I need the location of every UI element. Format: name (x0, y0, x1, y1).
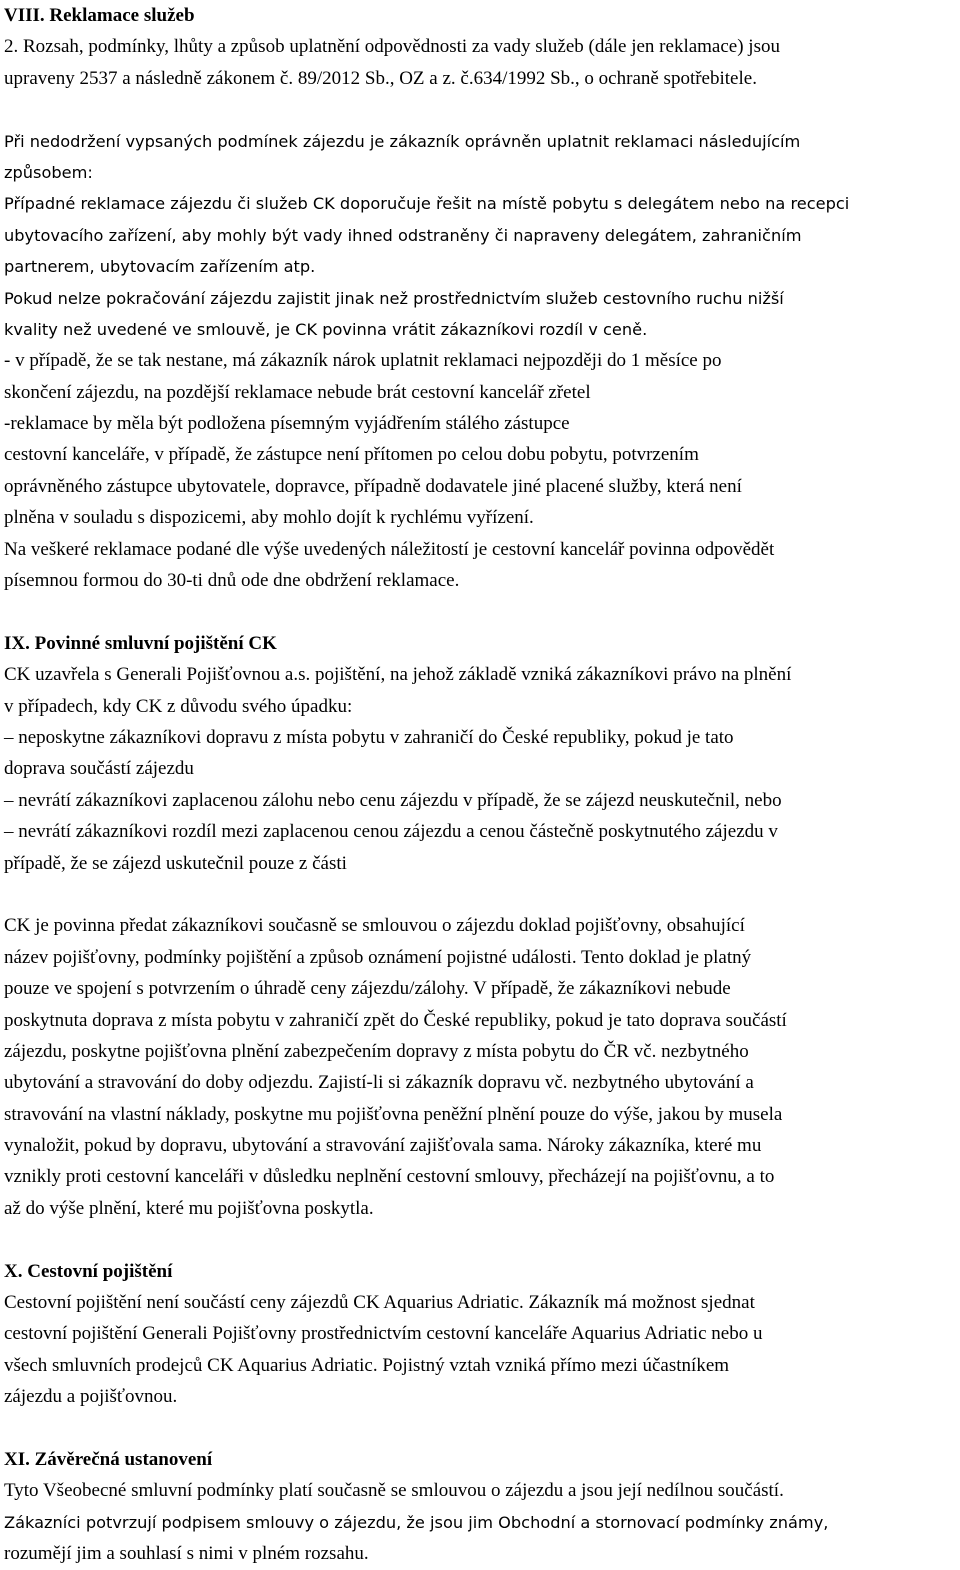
spacer (4, 1224, 956, 1255)
section-cestovni-pojisteni (4, 1256, 956, 1413)
section-povinne-pojisteni (4, 628, 956, 879)
paragraph-line: stravování na vlastní náklady, poskytne mu pojišťovna peněžní plnění pouze do výše, jakou by musela (4, 1103, 783, 1125)
list-item: – nevrátí zákazníkovi rozdíl mezi zaplacenou cenou zájezdu a cenou částečně poskytnutého zájezdu v (4, 821, 778, 843)
paragraph-line: oprávněného zástupce ubytovatele, dopravce, případně dodavatele jiné placené služby, která není (4, 475, 742, 497)
paragraph-line: pouze ve spojení s potvrzením o úhradě ceny zájezdu/zálohy. V případě, že zákazníkovi nebude (4, 978, 731, 1000)
paragraph-line: -reklamace by měla být podložena písemným vyjádřením stálého zástupce (4, 413, 570, 435)
document-page (4, 0, 956, 1570)
section-reklamace-detail (4, 126, 956, 597)
paragraph-line: doprava součástí zájezdu (4, 758, 194, 780)
paragraph-line: Pokud nelze pokračování zájezdu zajistit jinak než prostřednictvím služeb cestovního ruchu nižší (4, 288, 784, 308)
paragraph-line: rozumějí jim a souhlasí s nimi v plném rozsahu. (4, 1543, 369, 1565)
section-heading: IX. Povinné smluvní pojištění CK (4, 632, 277, 654)
paragraph-line: až do výše plnění, které mu pojišťovna poskytla. (4, 1197, 374, 1219)
paragraph-line: Tyto Všeobecné smluvní podmínky platí současně se smlouvou o zájezdu a jsou její nedílnou součástí. (4, 1480, 784, 1502)
paragraph-line: - v případě, že se tak nestane, má zákazník nárok uplatnit reklamaci nejpozději do 1 měsíce po (4, 350, 722, 372)
paragraph-line: ubytování a stravování do doby odjezdu. Zajistí-li si zákazník dopravu vč. nezbytného ubytování a (4, 1072, 754, 1094)
paragraph-line: všech smluvních prodejců CK Aquarius Adriatic. Pojistný vztah vzniká přímo mezi účastníkem (4, 1354, 730, 1376)
paragraph-line: Na veškeré reklamace podané dle výše uvedených náležitostí je cestovní kancelář povinna odpovědět (4, 538, 775, 560)
paragraph-line: cestovní pojištění Generali Pojišťovny prostřednictvím cestovní kanceláře Aquarius Adriatic nebo u (4, 1323, 763, 1345)
section-doklad-pojistovny (4, 910, 956, 1224)
paragraph-line: poskytnuta doprava z místa pobytu v zahraničí zpět do České republiky, pokud je tato doprava součástí (4, 1009, 787, 1031)
section-heading: VIII. Reklamace služeb (4, 5, 195, 26)
paragraph-line: cestovní kanceláře, v případě, že zástupce není přítomen po celou dobu pobytu, potvrzením (4, 444, 699, 466)
section-heading: XI. Závěrečná ustanovení (4, 1448, 213, 1470)
spacer (4, 879, 956, 910)
paragraph-line: CK uzavřela s Generali Pojišťovnou a.s. pojištění, na jehož základě vzniká zákazníkovi právo na plnění (4, 664, 792, 686)
spacer (4, 596, 956, 627)
paragraph-line: písemnou formou do 30-ti dnů ode dne obdržení reklamace. (4, 570, 460, 592)
paragraph-line: název pojišťovny, podmínky pojištění a způsob oznámení pojistné události. Tento doklad je platný (4, 946, 752, 968)
paragraph-line: případě, že se zájezd uskutečnil pouze z části (4, 852, 347, 874)
paragraph-line: skončení zájezdu, na pozdější reklamace nebude brát cestovní kancelář zřetel (4, 381, 591, 403)
section-reklamace (4, 0, 956, 94)
paragraph-line: kvality než uvedené ve smlouvě, je CK povinna vrátit zákazníkovi rozdíl v ceně. (4, 319, 648, 339)
spacer (4, 94, 956, 125)
paragraph-line: Při nedodržení vypsaných podmínek zájezdu je zákazník oprávněn uplatnit reklamaci následujícím (4, 131, 801, 151)
paragraph-line: zájezdu, poskytne pojišťovna plnění zabezpečením dopravy z místa pobytu do ČR vč. nezbytného (4, 1040, 749, 1062)
list-item: – nevrátí zákazníkovi zaplacenou zálohu nebo cenu zájezdu v případě, že se zájezd neuskutečnil, nebo (4, 789, 782, 811)
paragraph-line: partnerem, ubytovacím zařízením atp. (4, 257, 316, 277)
paragraph-line: CK je povinna předat zákazníkovi současně se smlouvou o zájezdu doklad pojišťovny, obsahující (4, 915, 745, 937)
paragraph-line: 2. Rozsah, podmínky, lhůty a způsob uplatnění odpovědnosti za vady služeb (dále jen reklamace) jsou (4, 36, 780, 58)
paragraph-line: Cestovní pojištění není součástí ceny zájezdů CK Aquarius Adriatic. Zákazník má možnost sjednat (4, 1292, 755, 1314)
section-heading: X. Cestovní pojištění (4, 1260, 173, 1282)
paragraph-line: plněna v souladu s dispozicemi, aby mohlo dojít k rychlému vyřízení. (4, 507, 534, 529)
list-item: – neposkytne zákazníkovi dopravu z místa pobytu v zahraničí do České republiky, pokud je tato (4, 726, 734, 748)
spacer (4, 1413, 956, 1444)
paragraph-line: vynaložit, pokud by dopravu, ubytování a stravování zajišťovala sama. Nároky zákazníka, které mu (4, 1135, 762, 1157)
section-zaverecna-ustanoveni (4, 1444, 956, 1570)
paragraph-line: Případné reklamace zájezdu či služeb CK doporučuje řešit na místě pobytu s delegátem nebo na recepci (4, 194, 850, 214)
paragraph-line: vznikly proti cestovní kanceláři v důsledku neplnění cestovní smlouvy, přecházejí na pojišťovnu, a to (4, 1166, 775, 1188)
paragraph-line: Zákazníci potvrzují podpisem smlouvy o zájezdu, že jsou jim Obchodní a stornovací podmínky známy, (4, 1512, 829, 1532)
paragraph-line: v případech, kdy CK z důvodu svého úpadku: (4, 695, 353, 717)
paragraph-line: zájezdu a pojišťovnou. (4, 1386, 178, 1408)
paragraph-line: způsobem: (4, 162, 93, 182)
paragraph-line: ubytovacího zařízení, aby mohly být vady ihned odstraněny či napraveny delegátem, zahraničním (4, 225, 802, 245)
paragraph-line: upraveny 2537 a následně zákonem č. 89/2012 Sb., OZ a z. č.634/1992 Sb., o ochraně spotřebitele. (4, 67, 757, 89)
